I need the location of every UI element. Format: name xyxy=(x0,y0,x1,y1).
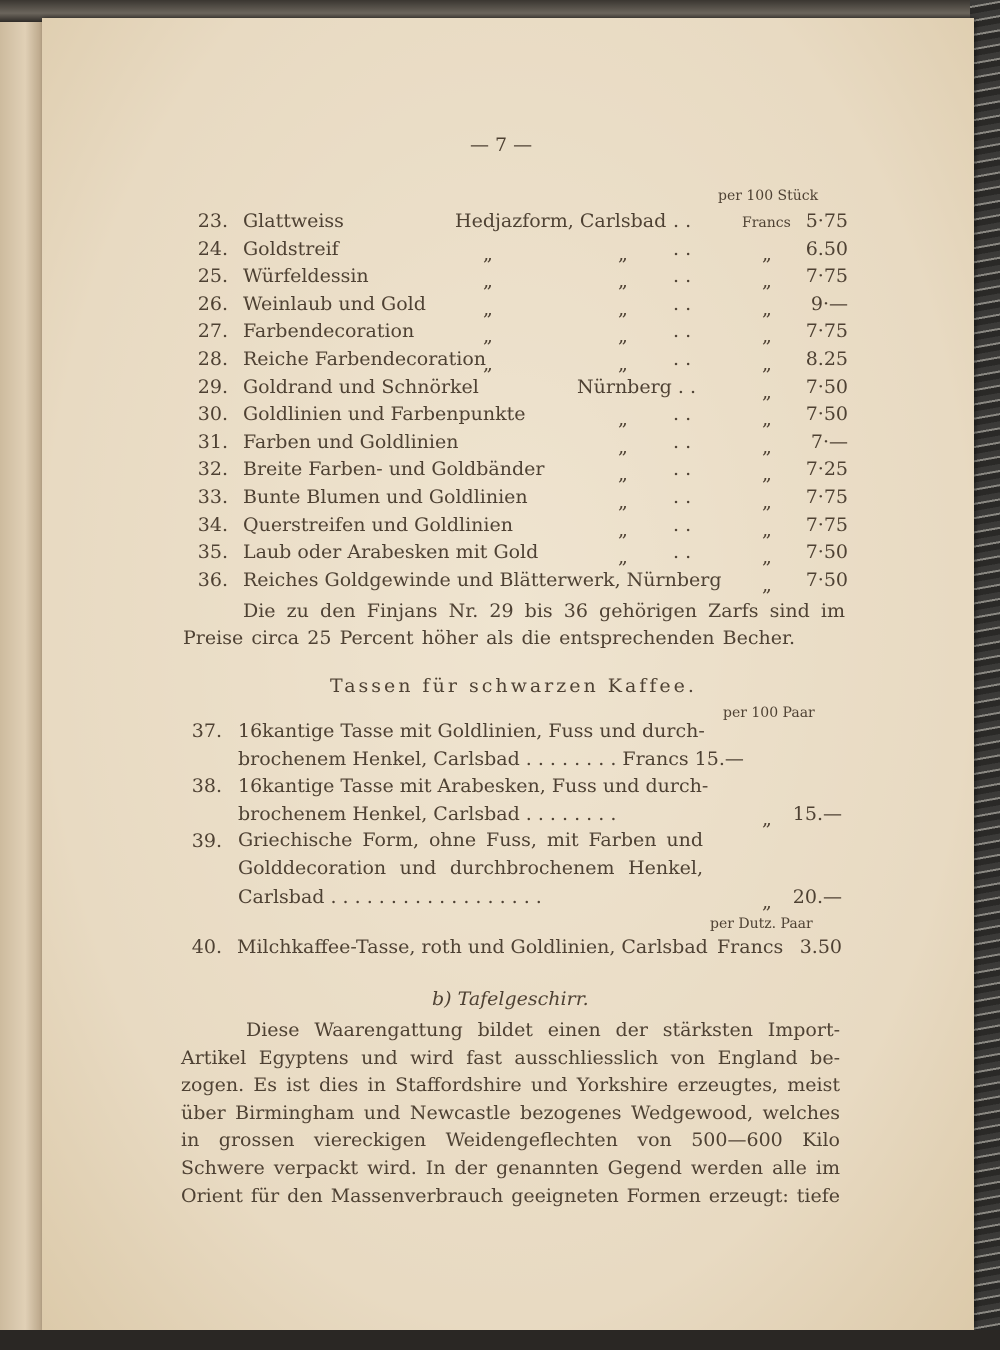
item-description: brochenem Henkel, Carlsbad . . . . . . . . xyxy=(238,802,617,825)
leader-dots: . . xyxy=(673,292,692,315)
item-name: Farben und Goldlinien xyxy=(243,430,459,453)
leader-dots: . . xyxy=(673,430,692,453)
section-title: Tassen für schwarzen Kaffee. xyxy=(330,675,697,697)
page-number: — 7 — xyxy=(470,134,533,156)
item-name: Weinlaub und Gold xyxy=(243,292,426,315)
item-description: brochenem Henkel, Carlsbad . . . . . . . . Francs 15.— xyxy=(238,747,744,770)
ditto-mark: „ xyxy=(762,890,772,913)
item-price: 6.50 xyxy=(805,237,848,260)
ditto-mark: „ xyxy=(618,491,628,513)
item-price: 7·25 xyxy=(805,458,848,481)
item-number: 32. xyxy=(197,458,228,481)
ditto-mark: „ xyxy=(762,435,772,458)
item-price: 7·— xyxy=(810,430,848,453)
item-number: 38. xyxy=(191,775,222,798)
item-name: Breite Farben- und Goldbänder xyxy=(243,458,545,481)
item-number: 36. xyxy=(197,568,228,591)
ditto-mark: „ xyxy=(618,325,628,348)
ditto-mark: „ xyxy=(762,807,772,830)
item-name: Bunte Blumen und Goldlinien xyxy=(243,486,528,508)
item-price: 20.— xyxy=(792,885,842,908)
unit-header: per 100 Stück xyxy=(718,188,819,204)
item-name: Querstreifen und Goldlinien xyxy=(243,513,513,536)
item-currency: Francs xyxy=(742,215,791,231)
ditto-mark: „ xyxy=(762,408,772,431)
item-number: 24. xyxy=(197,237,228,260)
ditto-mark: „ xyxy=(762,546,772,569)
leader-dots: . . xyxy=(673,348,692,370)
item-number: 23. xyxy=(197,210,228,232)
ditto-mark: „ xyxy=(483,325,493,348)
ditto-mark: „ xyxy=(618,353,628,375)
paragraph-line: zogen. Es ist dies in Staffordshire und Yorkshire erzeugtes, meist xyxy=(181,1074,840,1097)
item-name: Farbendecoration xyxy=(243,320,415,343)
item-description: Griechische Form, ohne Fuss, mit Farben und xyxy=(238,829,703,852)
book-bottom-edge xyxy=(0,1330,1000,1350)
ditto-mark: „ xyxy=(762,242,772,265)
item-form: Hedjazform, Carlsbad xyxy=(455,210,667,232)
item-number: 30. xyxy=(197,403,228,426)
ditto-mark: „ xyxy=(762,463,772,486)
item-description: Carlsbad . . . . . . . . . . . . . . . . . . xyxy=(238,885,542,908)
leader-dots: . . xyxy=(673,403,692,426)
unit-header: per 100 Paar xyxy=(723,705,815,721)
item-number: 33. xyxy=(197,486,228,508)
ditto-mark: „ xyxy=(762,325,772,348)
item-description: Milchkaffee-Tasse, roth und Goldlinien, Carlsbad xyxy=(237,936,708,958)
item-place: Nürnberg . . xyxy=(577,375,696,398)
ditto-mark: „ xyxy=(762,518,772,541)
item-price: 7·75 xyxy=(805,265,848,288)
note-line: Preise circa 25 Percent höher als die entsprechenden Becher. xyxy=(183,627,795,649)
ditto-mark: „ xyxy=(762,380,772,403)
leader-dots: . . xyxy=(673,210,692,232)
leader-dots: . . xyxy=(673,513,692,536)
item-name: Goldlinien und Farbenpunkte xyxy=(243,403,526,426)
item-number: 37. xyxy=(191,720,222,742)
section-title: b) Tafelgeschirr. xyxy=(432,988,589,1010)
item-number: 25. xyxy=(197,265,228,288)
item-description: Golddecoration und durchbrochenem Henkel, xyxy=(238,857,703,879)
paragraph-line: Orient für den Massenverbrauch geeigneten Formen erzeugt: tiefe xyxy=(181,1184,840,1207)
ditto-mark: „ xyxy=(483,270,493,293)
item-name: Goldstreif xyxy=(243,237,339,260)
item-description: 16kantige Tasse mit Goldlinien, Fuss und durch- xyxy=(238,720,705,742)
item-price: 7·50 xyxy=(805,568,848,591)
item-currency: Francs xyxy=(717,936,784,958)
item-number: 28. xyxy=(197,348,228,370)
paragraph-line: über Birmingham und Newcastle bezogenes Wedgewood, welches xyxy=(181,1101,840,1124)
item-name: Reiches Goldgewinde und Blätterwerk, Nürnberg xyxy=(243,568,722,591)
ditto-mark: „ xyxy=(483,297,493,320)
item-name: Goldrand und Schnörkel xyxy=(243,375,479,398)
ditto-mark: „ xyxy=(618,435,628,458)
item-name: Laub oder Arabesken mit Gold xyxy=(243,541,539,564)
ditto-mark: „ xyxy=(762,270,772,293)
ditto-mark: „ xyxy=(762,297,772,320)
leader-dots: . . xyxy=(673,486,692,508)
item-number: 26. xyxy=(197,292,228,315)
book-cover-edge xyxy=(970,0,1000,1350)
ditto-mark: „ xyxy=(762,353,772,375)
ditto-mark: „ xyxy=(618,546,628,569)
item-price: 7·50 xyxy=(805,541,848,564)
item-price: 7·50 xyxy=(805,403,848,426)
leader-dots: . . xyxy=(673,237,692,260)
item-price: 7·75 xyxy=(805,486,848,508)
ditto-mark: „ xyxy=(483,353,493,375)
paragraph-line: Schwere verpackt wird. In der genannten Gegend werden alle im xyxy=(181,1157,840,1179)
item-price: 5·75 xyxy=(805,210,848,232)
ditto-mark: „ xyxy=(762,491,772,513)
item-name: Reiche Farbendecoration xyxy=(243,348,487,370)
item-price: 3.50 xyxy=(799,936,842,958)
item-number: 34. xyxy=(197,513,228,536)
item-name: Würfeldessin xyxy=(243,265,369,288)
unit-header: per Dutz. Paar xyxy=(710,916,813,932)
ditto-mark: „ xyxy=(483,242,493,265)
leader-dots: . . xyxy=(673,320,692,343)
ditto-mark: „ xyxy=(618,463,628,486)
leader-dots: . . xyxy=(673,541,692,564)
facing-page-edge xyxy=(0,0,42,1350)
item-price: 8.25 xyxy=(805,348,848,370)
paragraph-line: in grossen viereckigen Weidengeflechten von 500—600 Kilo xyxy=(181,1129,840,1152)
leader-dots: . . xyxy=(673,458,692,481)
item-number: 27. xyxy=(197,320,228,343)
ditto-mark: „ xyxy=(618,242,628,265)
item-price: 9·— xyxy=(810,292,848,315)
note-line: Die zu den Finjans Nr. 29 bis 36 gehörigen Zarfs sind im xyxy=(243,600,845,622)
item-number: 31. xyxy=(197,430,228,453)
ditto-mark: „ xyxy=(618,518,628,541)
ditto-mark: „ xyxy=(618,270,628,293)
ditto-mark: „ xyxy=(618,297,628,320)
item-number: 39. xyxy=(191,830,222,853)
item-number: 40. xyxy=(191,936,222,958)
leader-dots: . . xyxy=(673,265,692,288)
item-price: 7·75 xyxy=(805,513,848,536)
item-price: 15.— xyxy=(792,802,842,825)
item-number: 35. xyxy=(197,541,228,564)
paragraph-line: Diese Waarengattung bildet einen der stärksten Import- xyxy=(246,1019,840,1041)
ditto-mark: „ xyxy=(618,408,628,431)
item-name: Glattweiss xyxy=(243,210,344,232)
item-description: 16kantige Tasse mit Arabesken, Fuss und durch- xyxy=(238,775,709,798)
item-price: 7·50 xyxy=(805,375,848,398)
paragraph-line: Artikel Egyptens und wird fast ausschliesslich von England be- xyxy=(181,1046,840,1069)
item-number: 29. xyxy=(197,375,228,398)
ditto-mark: „ xyxy=(762,573,772,596)
item-price: 7·75 xyxy=(805,320,848,343)
